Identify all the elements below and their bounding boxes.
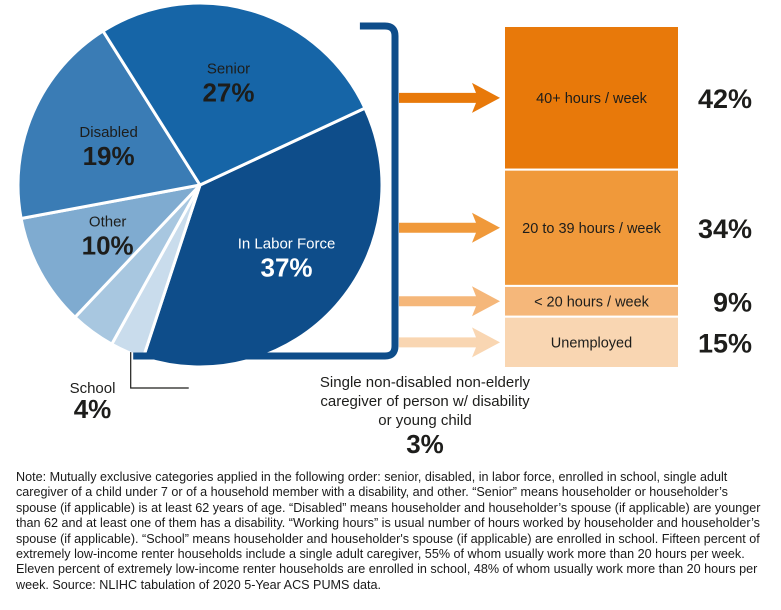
bar-20-to-39-hours-value: 34% [697, 213, 752, 244]
value-disabled: 19% [82, 140, 135, 171]
label-senior: Senior [206, 60, 251, 78]
value-other: 10% [81, 230, 134, 261]
arrow-20-to-39-hours [399, 213, 500, 243]
hours-bar-chart [399, 26, 752, 368]
bar-20-to-39-hours-label: 20 to 39 hours / week [522, 220, 661, 237]
value-senior: 27% [202, 77, 255, 108]
arrow-40-plus-hours [399, 83, 500, 113]
label-other: Other [88, 213, 127, 231]
bar-40-plus-hours-label: 40+ hours / week [536, 90, 647, 107]
label-school: School [69, 380, 116, 397]
footnote: Note: Mutually exclusive categories applied in the following order: senior, disabled, in labor force, enrolled in school, single adult caregiver of a child under 7 or of a household member with a disability, and other. “Senior” means householder or householder’s spouse (if applicable) is at least 62 years of age. “Disabled” means householder and householder’s spouse (if applicable) are younger than 62 and at least one of them has a disability. “Working hours” is usual number of hours worked by householder and householder’s spouse (if applicable). “School” means householder and householder's spouse (if applicable) are enrolled in school. Fifteen percent of extremely low-income renter households include a single adult caregiver, 55% of whom usually work more than 20 hours per week. Eleven percent of extremely low-income renter households are enrolled in school, 48% of whom usually work more than 20 hours per week. Source: NLIHC tabulation of 2020 5-Year ACS PUMS data. [16, 470, 761, 592]
value-school: 4% [73, 394, 112, 424]
bar-unemployed-label: Unemployed [550, 335, 633, 352]
pie-chart [18, 3, 382, 367]
bar-40-plus-hours-value: 42% [697, 83, 752, 114]
value-in-labor-force: 37% [260, 252, 313, 283]
label-caregiver-line-3: or young child [378, 412, 472, 429]
label-disabled: Disabled [79, 123, 138, 141]
value-caregiver: 3% [406, 429, 444, 459]
label-caregiver-line-2: caregiver of person w/ disability [320, 393, 530, 410]
arrow-unemployed [399, 327, 500, 357]
bar-under-20-hours-label: < 20 hours / week [534, 294, 649, 311]
bar-unemployed-value: 15% [697, 328, 752, 359]
bar-under-20-hours-value: 9% [712, 287, 752, 318]
arrow-under-20-hours [399, 286, 500, 316]
label-caregiver-line-1: Single non-disabled non-elderly [319, 374, 531, 391]
label-in-labor-force: In Labor Force [237, 235, 336, 253]
